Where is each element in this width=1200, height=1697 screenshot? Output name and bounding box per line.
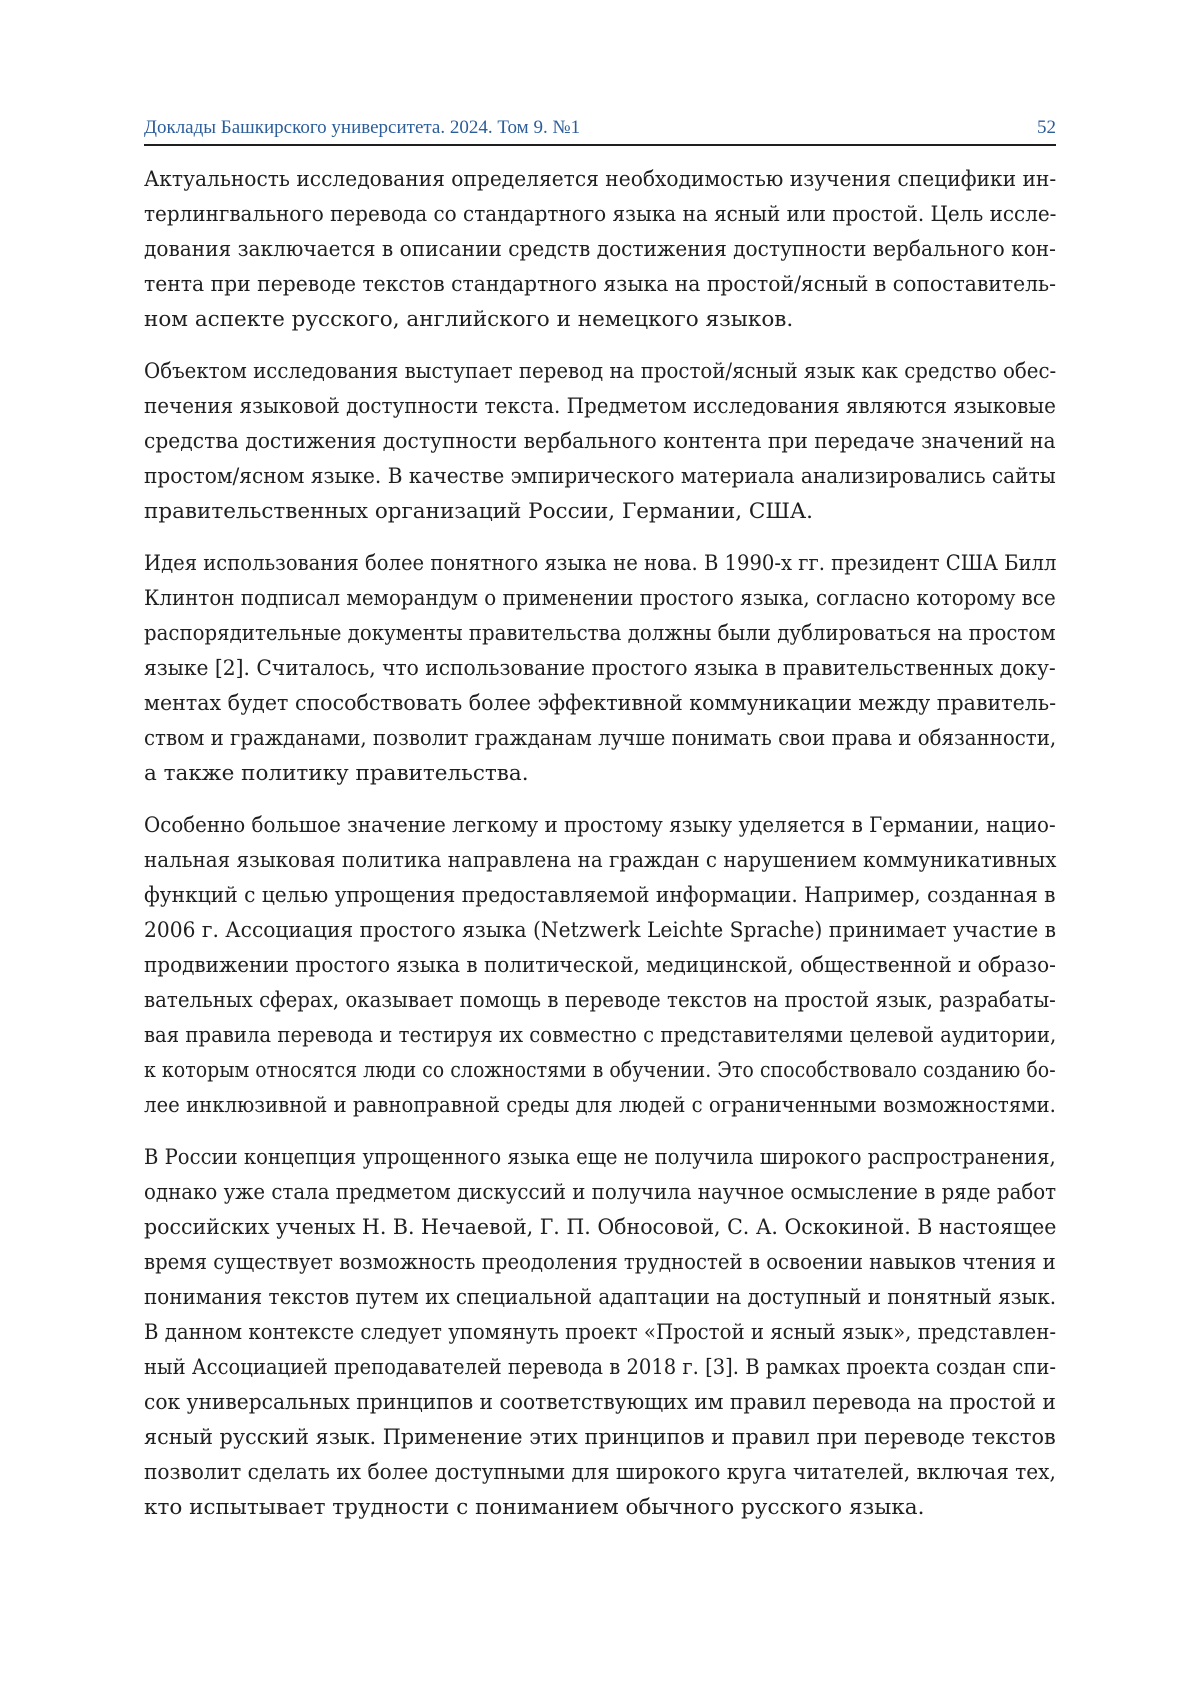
paragraph-relevance: [144, 162, 1056, 337]
journal-title: Доклады Башкирского университета. 2024. Том 9. №1: [144, 112, 580, 144]
text-line: В данном контексте следует упомянуть проект «Простой и ясный язык», представлен-: [144, 1315, 980, 1350]
text-line: время существует возможность преодоления трудностей в освоении навыков чтения и: [144, 1245, 978, 1280]
text-line: распорядительные документы правительства должны были дублироваться на простом: [144, 616, 982, 651]
text-line: позволит сделать их более доступными для широкого круга читателей, включая тех,: [144, 1455, 997, 1490]
text-line: а также политику правительства.: [144, 756, 1056, 791]
text-line: правительственных организаций России, Германии, США.: [144, 494, 1056, 529]
text-line: понимания текстов путем их специальной адаптации на доступный и понятный язык.: [144, 1280, 988, 1315]
text-line: к которым относятся люди со сложностями в обучении. Это способствовало созданию бо-: [144, 1053, 950, 1088]
text-line: В России концепция упрощенного языка еще не получила широкого распространения,: [144, 1140, 975, 1175]
text-line: лее инклюзивной и равноправной среды для людей с ограниченными возможностями.: [144, 1088, 979, 1123]
text-line: языке [2]. Считалось, что использование простого языка в правительственных доку-: [144, 651, 1001, 686]
text-line: вая правила перевода и тестируя их совместно с представителями целевой аудитории,: [144, 1018, 977, 1053]
document-page: [0, 0, 1200, 1697]
text-line: ясный русский язык. Применение этих принципов и правил при переводе текстов: [144, 1420, 1025, 1455]
paragraph-object: [144, 354, 1056, 529]
text-line: 2006 г. Ассоциация простого языка (Netzwerk Leichte Sprache) принимает участие в: [144, 913, 1001, 948]
text-line: дования заключается в описании средств достижения доступности вербального кон-: [144, 232, 996, 267]
text-line: печения языковой доступности текста. Предметом исследования являются языковые: [144, 389, 989, 424]
text-line: кто испытывает трудности с пониманием обычного русского языка.: [144, 1490, 1056, 1525]
paragraph-idea: [144, 546, 1056, 791]
article-body: [144, 162, 1056, 1525]
paragraph-germany: [144, 808, 1056, 1123]
text-line: сок универсальных принципов и соответствующих им правил перевода на простой и: [144, 1385, 1001, 1420]
paragraph-russia: [144, 1140, 1056, 1525]
text-line: однако уже стала предметом дискуссий и получила научное осмысление в ряде работ: [144, 1175, 982, 1210]
text-line: средства достижения доступности вербального контента при передаче значений на: [144, 424, 1003, 459]
text-line: тента при переводе текстов стандартного языка на простой/ясный в сопоставитель-: [144, 267, 1006, 302]
text-line: продвижении простого языка в политической, медицинской, общественной и образо-: [144, 948, 990, 983]
text-line: ном аспекте русского, английского и немецкого языков.: [144, 302, 1056, 337]
text-line: Клинтон подписал меморандум о применении простого языка, согласно которому все: [144, 581, 985, 616]
text-line: ный Ассоциацией преподавателей перевода в 2018 г. [3]. В рамках проекта создан спи-: [144, 1350, 973, 1385]
text-line: Особенно большое значение легкому и простому языку уделяется в Германии, нацио-: [144, 808, 984, 843]
text-line: функций с целью упрощения предоставляемой информации. Например, созданная в: [144, 878, 1001, 913]
text-line: нальная языковая политика направлена на граждан с нарушением коммуникативных: [144, 843, 987, 878]
text-line: Идея использования более понятного языка не нова. В 1990-х гг. президент США Билл: [144, 546, 974, 581]
text-line: российских ученых Н. В. Нечаевой, Г. П. Обносовой, С. А. Оскокиной. В настоящее: [144, 1210, 1015, 1245]
text-line: Объектом исследования выступает перевод на простой/ясный язык как средство обес-: [144, 354, 982, 389]
text-line: вательных сферах, оказывает помощь в переводе текстов на простой язык, разрабаты-: [144, 983, 982, 1018]
text-line: ством и гражданами, позволит гражданам лучше понимать свои права и обязанности,: [144, 721, 982, 756]
text-line: простом/ясном языке. В качестве эмпирического материала анализировались сайты: [144, 459, 997, 494]
running-header: [144, 112, 1056, 146]
text-line: Актуальность исследования определяется необходимостью изучения специфики ин-: [144, 162, 1001, 197]
page-number: 52: [1037, 112, 1056, 144]
text-line: терлингвального перевода со стандартного языка на ясный или простой. Цель иссле-: [144, 197, 990, 232]
text-line: ментах будет способствовать более эффективной коммуникации между правитель-: [144, 686, 1017, 721]
